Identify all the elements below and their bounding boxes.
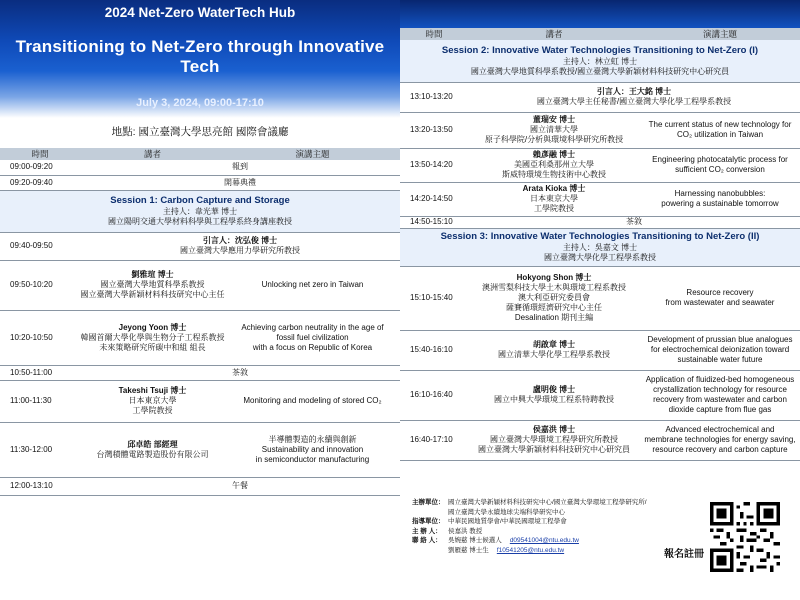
time-cell: 11:00-11:30 <box>0 380 80 422</box>
schedule-row <box>400 148 800 182</box>
schedule-row <box>400 266 800 330</box>
speaker-line: 澳洲雪梨科技大學土木與環境工程系教授 <box>482 283 626 292</box>
speaker-line: 邱卓皓 部經理 <box>127 439 178 449</box>
speaker-line: Hokyong Shon 博士 <box>516 273 592 282</box>
speaker-line: 薩賽循環經濟研究中心主任 <box>506 303 602 312</box>
schedule-row <box>0 310 400 365</box>
speaker-line: 劉雅瑄 博士 <box>131 270 174 279</box>
topic-line: Monitoring and modeling of stored CO₂ <box>243 396 382 405</box>
session-header <box>400 40 800 82</box>
event-cell: 開幕典禮 <box>80 175 400 190</box>
speaker-cell <box>468 370 640 420</box>
time-cell: 13:20-13:50 <box>400 112 468 148</box>
speaker-line: Arata Kioka 博士 <box>522 184 586 193</box>
schedule-row <box>400 216 800 228</box>
host-label: 主 辦 人： <box>412 527 442 535</box>
topic-line: fossil fuel civilization <box>276 332 349 342</box>
header-topic: 演講主題 <box>640 28 800 40</box>
speaker-line: Jeyong Yoon 博士 <box>118 322 187 332</box>
time-cell: 14:20-14:50 <box>400 182 468 216</box>
speaker-line: 胡啟章 博士 <box>532 340 576 349</box>
organizer-label: 主辦單位： <box>412 499 445 506</box>
session-host-affiliation: 國立陽明交通大學材料科學與工程學系終身講座教授 <box>108 217 292 226</box>
session-title: Session 1: Carbon Capture and Storage <box>110 195 290 206</box>
time-cell: 09:20-09:40 <box>0 175 80 190</box>
topic-cell <box>225 380 400 422</box>
time-cell: 09:40-09:50 <box>0 232 80 260</box>
time-cell: 14:50-15:10 <box>400 216 468 228</box>
time-cell: 15:10-15:40 <box>400 266 468 330</box>
schedule-row <box>400 370 800 420</box>
contact-label: 聯 絡 人： <box>412 537 442 544</box>
speaker-cell <box>468 148 640 182</box>
event-cell <box>80 232 400 260</box>
organizer-2: 國立臺灣大學永續地球尖端科學研究中心 <box>448 508 565 516</box>
schedule-row <box>0 160 400 175</box>
topic-cell <box>225 422 400 477</box>
schedule-table-right <box>400 28 800 461</box>
topic-cell <box>640 182 800 216</box>
topic-line: CO₂ utilization in Taiwan <box>676 130 764 139</box>
topic-line: from wastewater and seawater <box>665 298 775 307</box>
speaker-line: 工學院教授 <box>132 406 173 415</box>
speaker-line: 工學院教授 <box>534 204 574 213</box>
schedule-row <box>0 260 400 310</box>
topic-cell <box>225 260 400 310</box>
topic-line: with a focus on Republic of Korea <box>252 342 373 352</box>
right-banner <box>400 0 800 28</box>
topic-line: Application of fluidized-bed homogeneous <box>645 375 795 384</box>
speaker-line: 董瑞安 博士 <box>532 115 576 124</box>
topic-line: sustainable water future <box>677 355 763 364</box>
event-cell: 報到 <box>80 160 400 175</box>
event-cell: 午餐 <box>80 477 400 495</box>
schedule-row <box>400 420 800 460</box>
topic-cell <box>640 370 800 420</box>
speaker-cell <box>468 330 640 370</box>
session-cell <box>0 190 400 232</box>
topic-line: for electrochemical deionization toward <box>650 345 790 354</box>
footer <box>400 490 800 600</box>
qr-code-icon <box>710 502 780 572</box>
speaker-line: 國立臺灣大學新穎材料科技研究中心研究員 <box>478 445 630 454</box>
schedule-row <box>0 422 400 477</box>
speaker-line: 國立清華大學化學工程學系教授 <box>498 350 610 359</box>
speaker-line: 國立清華大學 <box>530 125 578 134</box>
qr-code[interactable] <box>710 502 780 572</box>
speaker-line: 國立臺灣大學應用力學研究所教授 <box>180 246 300 255</box>
topic-cell <box>640 112 800 148</box>
speaker-line: 日本東京大學 <box>530 194 578 203</box>
time-cell: 16:40-17:10 <box>400 420 468 460</box>
topic-line: dioxide capture from flue gas <box>668 405 772 414</box>
speaker-line: 台灣積體電路製造股份有限公司 <box>96 449 209 459</box>
schedule-row <box>400 112 800 148</box>
speaker-cell <box>468 266 640 330</box>
schedule-row <box>0 477 400 495</box>
topic-line: Achieving carbon neutrality in the age of <box>241 322 384 332</box>
schedule-row <box>0 380 400 422</box>
event-cell <box>468 82 800 112</box>
topic-cell <box>225 310 400 365</box>
speaker-line: 斯威特環境生物技術中心教授 <box>502 170 606 179</box>
schedule-table-left <box>0 148 400 496</box>
speaker-line: 賴彥融 博士 <box>532 150 576 159</box>
schedule-row <box>400 330 800 370</box>
schedule-row <box>400 182 800 216</box>
topic-cell <box>640 420 800 460</box>
speaker-cell <box>468 420 640 460</box>
speaker-cell <box>80 380 225 422</box>
time-cell: 13:50-14:20 <box>400 148 468 182</box>
contact-1: 吳婉慈 博士候選人 <box>448 537 502 544</box>
time-cell: 16:10-16:40 <box>400 370 468 420</box>
speaker-line: 韓國首爾大學化學與生物分子工程系教授 <box>80 332 225 342</box>
topic-line: recovery from wastewater and carbon <box>653 395 787 404</box>
venue: 地點: 國立臺灣大學思亮館 國際會議廳 <box>111 126 289 138</box>
speaker-line: 侯嘉洪 博士 <box>532 425 576 434</box>
time-cell: 10:50-11:00 <box>0 365 80 380</box>
topic-cell <box>640 266 800 330</box>
topic-line: The current status of new technology for <box>648 120 792 129</box>
speaker-line: 盧明俊 博士 <box>532 385 576 394</box>
topic-line: Development of prussian blue analogues <box>647 335 793 344</box>
schedule-row <box>0 232 400 260</box>
guide: 中華民國地質學會/中華民國環境工程學會 <box>448 518 567 525</box>
time-cell: 09:00-09:20 <box>0 160 80 175</box>
session-cell <box>400 228 800 266</box>
topic-line: 半導體製造的永續與創新 <box>268 434 357 444</box>
speaker-line: 原子科學院/分析與環境科學研究所教授 <box>484 135 624 144</box>
topic-line: resource recovery and carbon capture <box>652 445 788 454</box>
email-2-link[interactable]: f10541205@ntu.edu.tw <box>496 546 565 554</box>
speaker-line: 未來策略研究所碳中和組 組長 <box>99 342 206 352</box>
speaker-line: 引言人：沈弘俊 博士 <box>202 236 278 245</box>
session-host-affiliation: 國立臺灣大學地質科學系教授/國立臺灣大學新穎材料科技研究中心研究員 <box>470 66 730 76</box>
speaker-line: 國立臺灣大學環境工程學研究所教授 <box>490 435 618 444</box>
topic-line: Advanced electrochemical and <box>665 425 775 434</box>
time-cell: 13:10-13:20 <box>400 82 468 112</box>
header-speaker: 講者 <box>468 28 640 40</box>
session-host: 主持人：韋光華 博士 <box>162 207 238 216</box>
topic-line: Resource recovery <box>686 288 754 297</box>
host: 侯嘉洪 教授 <box>448 527 483 535</box>
topic-line: crystallization technology for resource <box>653 385 787 394</box>
session-host: 主持人：林立虹 博士 <box>562 56 638 66</box>
speaker-line: 國立臺灣大學主任秘書/國立臺灣大學化學工程學系教授 <box>536 97 732 106</box>
session-cell <box>400 40 800 82</box>
header-time: 時間 <box>400 28 468 40</box>
speaker-line: 澳大利亞研究委員會 <box>518 293 590 302</box>
topic-line: Unlocking net zero in Taiwan <box>261 280 364 289</box>
session-header <box>400 228 800 266</box>
speaker-line: 國立臺灣大學新穎材料科技研究中心主任 <box>80 290 225 299</box>
topic-line: Engineering photocatalytic process for <box>652 155 788 164</box>
header-speaker: 講者 <box>80 148 225 160</box>
schedule-row <box>0 175 400 190</box>
topic-line: Harnessing nanobubbles: <box>674 189 766 198</box>
time-cell: 10:20-10:50 <box>0 310 80 365</box>
organizer: 國立臺灣大學新穎材料科技研究中心/國立臺灣大學環境工程學研究所/ <box>448 499 647 506</box>
session-title: Session 2: Innovative Water Technologies Transitioning to Net-Zero (I) <box>441 44 759 56</box>
schedule-row <box>0 365 400 380</box>
speaker-cell <box>80 422 225 477</box>
topic-cell <box>640 148 800 182</box>
speaker-line: 引言人：王大銘 博士 <box>596 87 672 96</box>
speaker-cell <box>80 310 225 365</box>
topic-cell <box>640 330 800 370</box>
banner <box>0 0 400 118</box>
event-title: Transitioning to Net-Zero through Innovative Tech <box>15 37 385 76</box>
schedule-row <box>400 82 800 112</box>
header-time: 時間 <box>0 148 80 160</box>
guide-label: 指導單位： <box>412 518 445 525</box>
session-header <box>0 190 400 232</box>
header-topic: 演講主題 <box>225 148 400 160</box>
hub-title: 2024 Net-Zero WaterTech Hub <box>104 5 296 20</box>
event-cell: 茶敘 <box>80 365 400 380</box>
speaker-cell <box>80 260 225 310</box>
time-cell: 09:50-10:20 <box>0 260 80 310</box>
speaker-line: Takeshi Tsuji 博士 <box>118 386 187 395</box>
contact-2: 劉雁慈 博士生 <box>448 546 489 554</box>
session-host: 主持人：吳嘉文 博士 <box>562 243 638 252</box>
speaker-line: Desalination 期刊主編 <box>514 313 594 322</box>
topic-line: sufficient CO₂ conversion <box>675 165 765 174</box>
speaker-cell <box>468 182 640 216</box>
topic-line: in semiconductor manufacturing <box>255 454 370 464</box>
time-cell: 11:30-12:00 <box>0 422 80 477</box>
time-cell: 15:40-16:10 <box>400 330 468 370</box>
session-host-affiliation: 國立臺灣大學化學工程學系教授 <box>544 253 656 262</box>
right-column <box>400 0 800 600</box>
topic-line: powering a sustainable tomorrow <box>661 199 779 208</box>
register-label: 報名註冊 <box>664 549 704 560</box>
topic-line: Sustainability and innovation <box>261 444 364 454</box>
session-title: Session 3: Innovative Water Technologies Transitioning to Net-Zero (II) <box>440 231 760 242</box>
speaker-cell <box>468 112 640 148</box>
speaker-line: 日本東京大學 <box>128 396 177 405</box>
topic-line: membrane technologies for energy saving, <box>644 435 796 444</box>
speaker-line: 國立臺灣大學地質科學系教授 <box>100 280 205 289</box>
time-cell: 12:00-13:10 <box>0 477 80 495</box>
event-cell: 茶敘 <box>468 216 800 228</box>
event-date: July 3, 2024, 09:00-17:10 <box>136 97 264 109</box>
email-1-link[interactable]: d09541004@ntu.edu.tw <box>509 537 579 544</box>
speaker-line: 美國亞利桑那州立大學 <box>514 160 594 169</box>
speaker-line: 國立中興大學環境工程系特聘教授 <box>494 395 614 404</box>
